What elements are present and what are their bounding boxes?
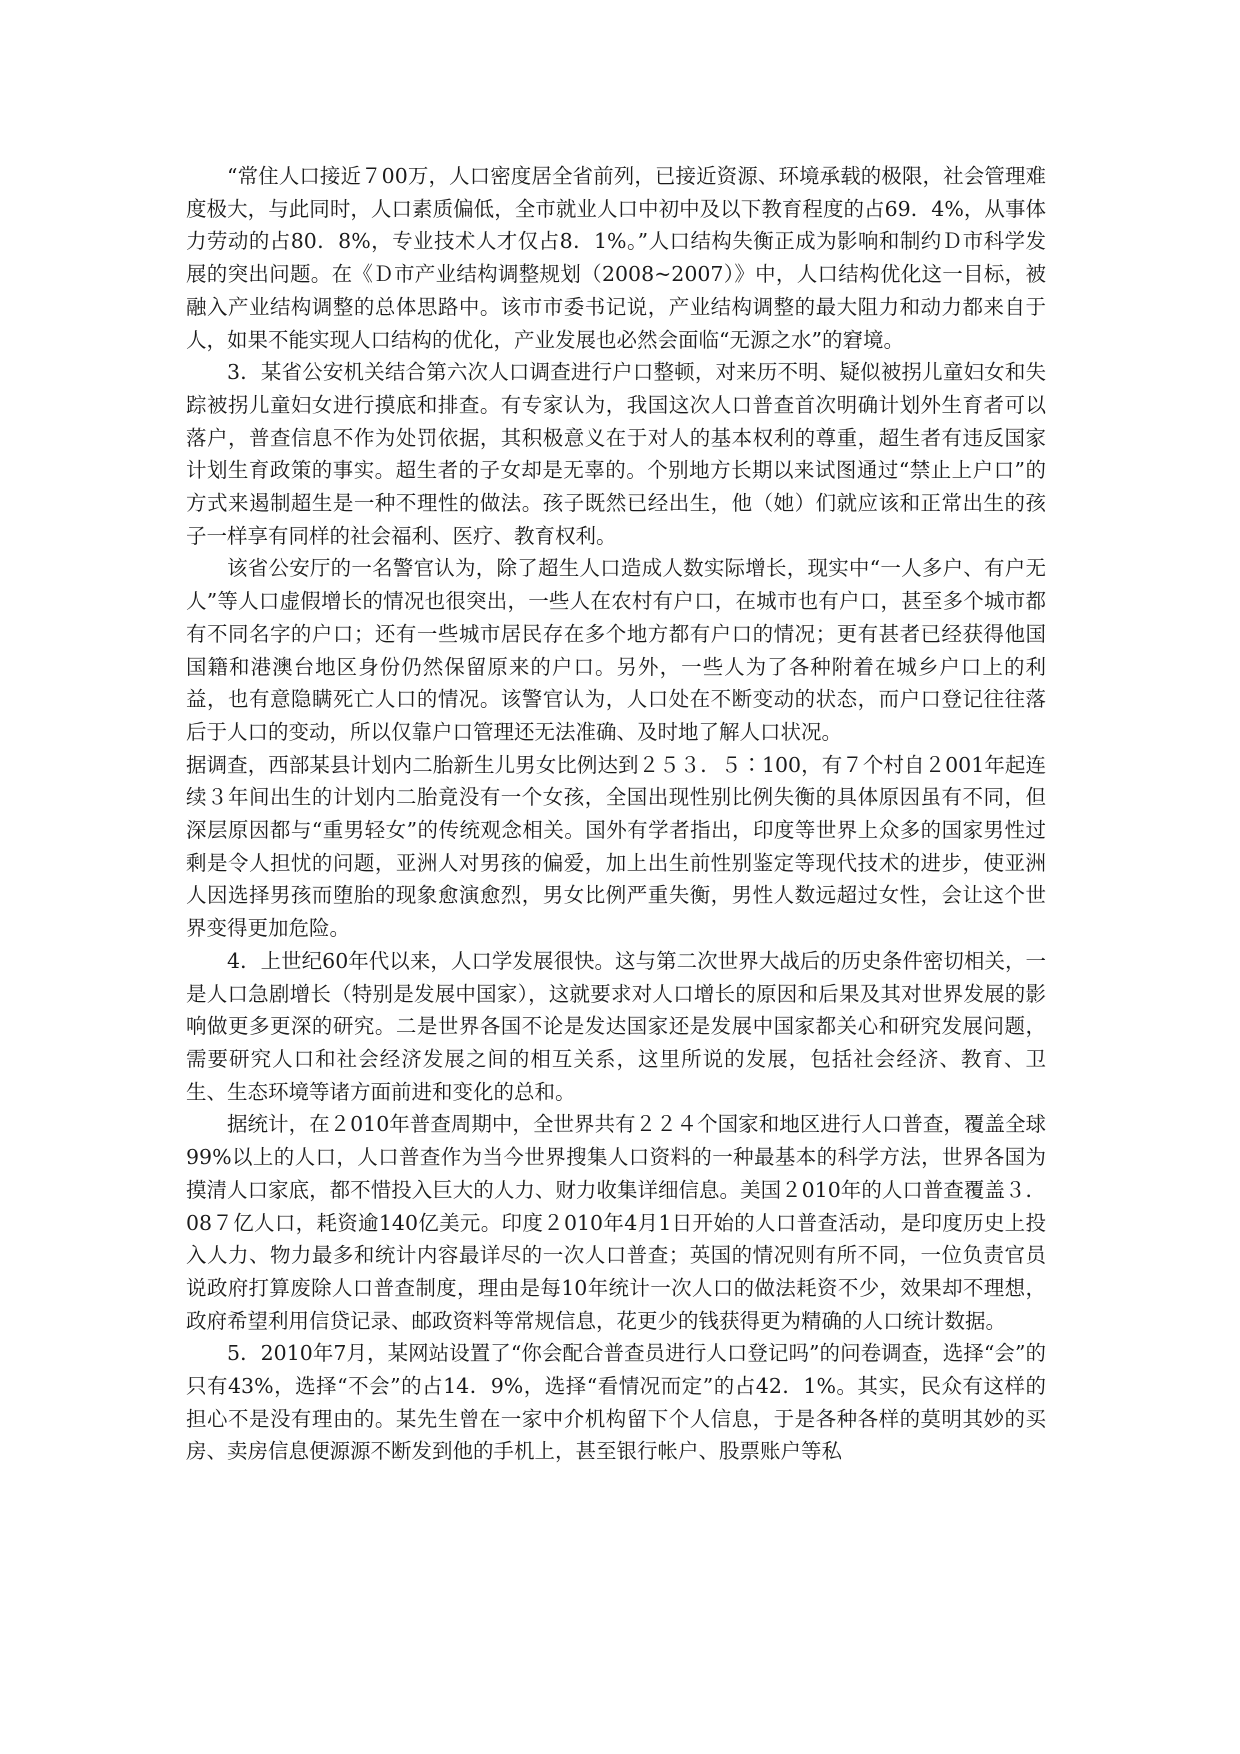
document-page [186,160,1046,1468]
paragraph-police-officer-view: 该省公安厅的一名警官认为，除了超生人口造成人数实际增长，现实中“一人多户、有户无人”等人口虚假增长的情况也很突出，一些人在农村有户口，在城市也有户口，甚至多个城市都有不同名字的户口；还有一些城市居民存在多个地方都有户口的情况；更有甚者已经获得他国国籍和港澳台地区身份仍然保留原来的户口。另外，一些人为了各种附着在城乡户口上的利益，也有意隐瞒死亡人口的情况。该警官认为，人口处在不断变动的状态，而户口登记往往落后于人口的变动，所以仅靠户口管理还无法准确、及时地了解人口状况。 [186,556,1046,744]
paragraph-item-3-household-registration: 3．某省公安机关结合第六次人口调查进行户口整顿，对来历不明、疑似被拐儿童妇女和失踪被拐儿童妇女进行摸底和排查。有专家认为，我国这次人口普查首次明确计划外生育者可以落户，普查信息不作为处罚依据，其积极意义在于对人的基本权利的尊重，超生者有违反国家计划生育政策的事实。超生者的子女却是无辜的。个别地方长期以来试图通过“禁止上户口”的方式来遏制超生是一种不理性的做法。孩子既然已经出生，他（她）们就应该和正常出生的孩子一样享有同样的社会福利、医疗、教育权利。 [186,360,1046,548]
paragraph-item-5-survey: 5．2010年7月，某网站设置了“你会配合普查员进行人口登记吗”的问卷调查，选择“会”的只有43%，选择“不会”的占14．9%，选择“看情况而定”的占42．1%。其实，民众有这样的担心不是没有理由的。某先生曾在一家中介机构留下个人信息，于是各种各样的莫明其妙的买房、卖房信息便源源不断发到他的手机上，甚至银行帐户、股票账户等私 [186,1341,1046,1464]
paragraph-population-structure: “常住人口接近７00万，人口密度居全省前列，已接近资源、环境承载的极限，社会管理难度极大，与此同时，人口素质偏低，全市就业人口中初中及以下教育程度的占69．4%，从事体力劳动的占80．8%，专业技术人才仅占8．1%。”人口结构失衡正成为影响和制约Ｄ市科学发展的突出问题。在《Ｄ市产业结构调整规划（2008~2007）》中，人口结构优化这一目标，被融入产业结构调整的总体思路中。该市市委书记说，产业结构调整的最大阻力和动力都来自于人，如果不能实现人口结构的优化，产业发展也必然会面临“无源之水”的窘境。 [186,164,1046,352]
paragraph-census-statistics: 据统计，在２010年普查周期中，全世界共有２２４个国家和地区进行人口普查，覆盖全球99%以上的人口，人口普查作为当今世界搜集人口资料的一种最基本的科学方法，世界各国为摸清人口家底，都不惜投入巨大的人力、财力收集详细信息。美国２010年的人口普查覆盖３．08７亿人口，耗资逾140亿美元。印度２010年4月1日开始的人口普查活动，是印度历史上投入人力、物力最多和统计内容最详尽的一次人口普查；英国的情况则有所不同，一位负责官员说政府打算废除人口普查制度，理由是每10年统计一次人口的做法耗资不少，效果却不理想，政府希望利用信贷记录、邮政资料等常规信息，花更少的钱获得更为精确的人口统计数据。 [186,1112,1046,1333]
paragraph-item-4-demography: 4．上世纪60年代以来，人口学发展很快。这与第二次世界大战后的历史条件密切相关，一是人口急剧增长（特别是发展中国家），这就要求对人口增长的原因和后果及其对世界发展的影响做更多更深的研究。二是世界各国不论是发达国家还是发展中国家都关心和研究发展问题，需要研究人口和社会经济发展之间的相互关系，这里所说的发展，包括社会经济、教育、卫生、生态环境等诸方面前进和变化的总和。 [186,948,1046,1104]
paragraph-gender-ratio: 据调查，西部某县计划内二胎新生儿男女比例达到２５３．５∶100，有７个村自２001年起连续３年间出生的计划内二胎竟没有一个女孩，全国出现性别比例失衡的具体原因虽有不同，但深层原因都与“重男轻女”的传统观念相关。国外有学者指出，印度等世界上众多的国家男性过剩是令人担忧的问题，亚洲人对男孩的偏爱，加上出生前性别鉴定等现代技术的进步，使亚洲人因选择男孩而堕胎的现象愈演愈烈，男女比例严重失衡，男性人数远超过女性，会让这个世界变得更加危险。 [186,752,1046,941]
